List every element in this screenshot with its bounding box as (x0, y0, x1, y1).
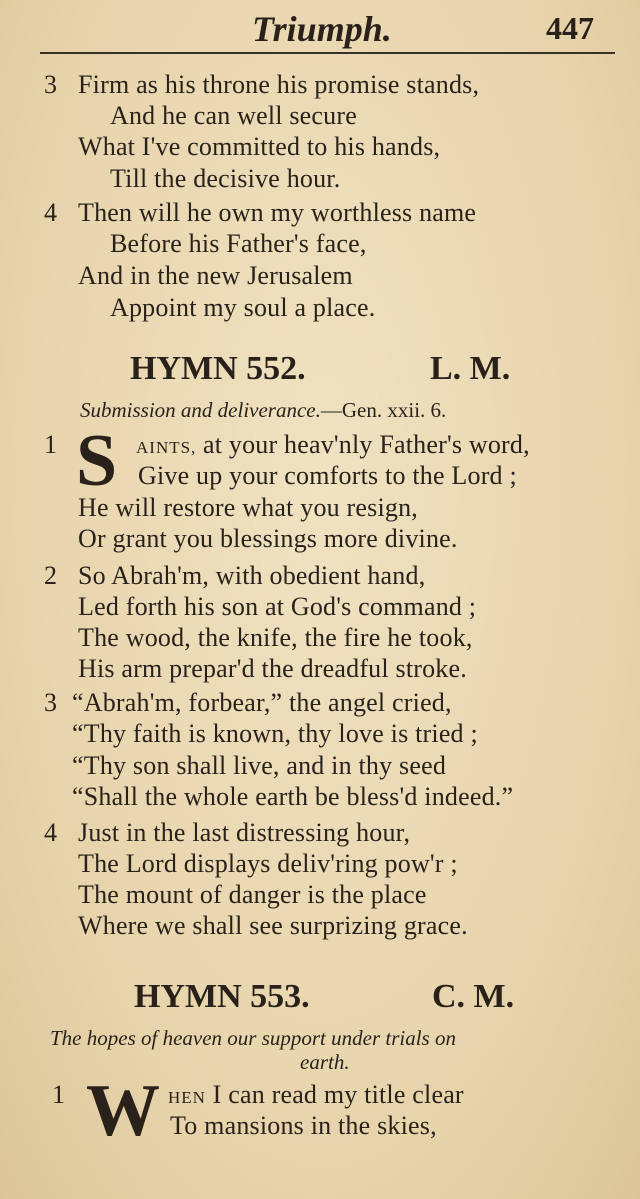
scripture-reference: —Gen. xxii. 6. (320, 398, 447, 422)
hymn-title: HYMN 552. (130, 350, 306, 387)
hymn-subtitle: earth. (300, 1050, 350, 1074)
header-rule (40, 52, 615, 54)
verse-number: 1 (44, 430, 57, 459)
verse-line: “Thy son shall live, and in thy seed (72, 751, 447, 780)
verse-line: Then will he own my worthless name (78, 198, 477, 227)
verse-number: 2 (44, 561, 57, 590)
verse-line-text: I can read my title clear (205, 1080, 464, 1109)
verse-line: The mount of danger is the place (78, 880, 427, 909)
verse-line: Appoint my soul a place. (110, 293, 376, 322)
verse-line: Where we shall see surprizing grace. (78, 911, 468, 940)
verse-line: The wood, the knife, the fire he took, (78, 623, 473, 652)
verse-line: Led forth his son at God's command ; (78, 592, 477, 621)
verse-number: 3 (44, 688, 57, 717)
hymn-title: HYMN 553. (134, 978, 310, 1015)
hymn-meter: L. M. (430, 350, 511, 387)
verse-line: Till the decisive hour. (110, 164, 341, 193)
verse-line: Just in the last distressing hour, (78, 818, 411, 847)
verse-line (168, 1080, 464, 1110)
verse-line: What I've committed to his hands, (78, 132, 441, 161)
verse-line: His arm prepar'd the dreadful stroke. (78, 654, 467, 683)
small-caps-word: AINTS, (136, 438, 197, 457)
drop-cap: W (86, 1070, 160, 1152)
verse-line: Firm as his throne his promise stands, (78, 70, 480, 99)
verse-line: “Abrah'm, forbear,” the angel cried, (72, 688, 452, 717)
drop-cap: S (76, 420, 118, 502)
verse-line: And he can well secure (110, 101, 357, 130)
running-title: Triumph. (252, 9, 392, 49)
verse-line: “Thy faith is known, thy love is tried ; (72, 719, 478, 748)
verse-number: 4 (44, 818, 57, 847)
verse-line: To mansions in the skies, (170, 1111, 437, 1140)
verse-number: 4 (44, 198, 57, 227)
subtitle-text: Submission and deliverance. (80, 398, 321, 422)
verse-line: Or grant you blessings more divine. (78, 524, 458, 553)
verse-line: The Lord displays deliv'ring pow'r ; (78, 849, 458, 878)
hymn-meter: C. M. (432, 978, 515, 1015)
hymn-subtitle (80, 398, 446, 423)
verse-line: And in the new Jerusalem (78, 261, 353, 290)
verse-line (136, 430, 530, 460)
running-head (0, 8, 640, 52)
verse-line: “Shall the whole earth be bless'd indeed.” (72, 782, 514, 811)
verse-line: So Abrah'm, with obedient hand, (78, 561, 426, 590)
verse-number: 1 (52, 1080, 65, 1109)
small-caps-word: HEN (168, 1088, 206, 1107)
verse-line: He will restore what you resign, (78, 493, 418, 522)
verse-number: 3 (44, 70, 57, 99)
hymn-subtitle: The hopes of heaven our support under trials on (50, 1026, 456, 1050)
verse-line: Give up your comforts to the Lord ; (138, 461, 517, 490)
verse-line: Before his Father's face, (110, 229, 367, 258)
page-number: 447 (546, 10, 594, 46)
verse-line-text: at your heav'nly Father's word, (196, 430, 530, 459)
